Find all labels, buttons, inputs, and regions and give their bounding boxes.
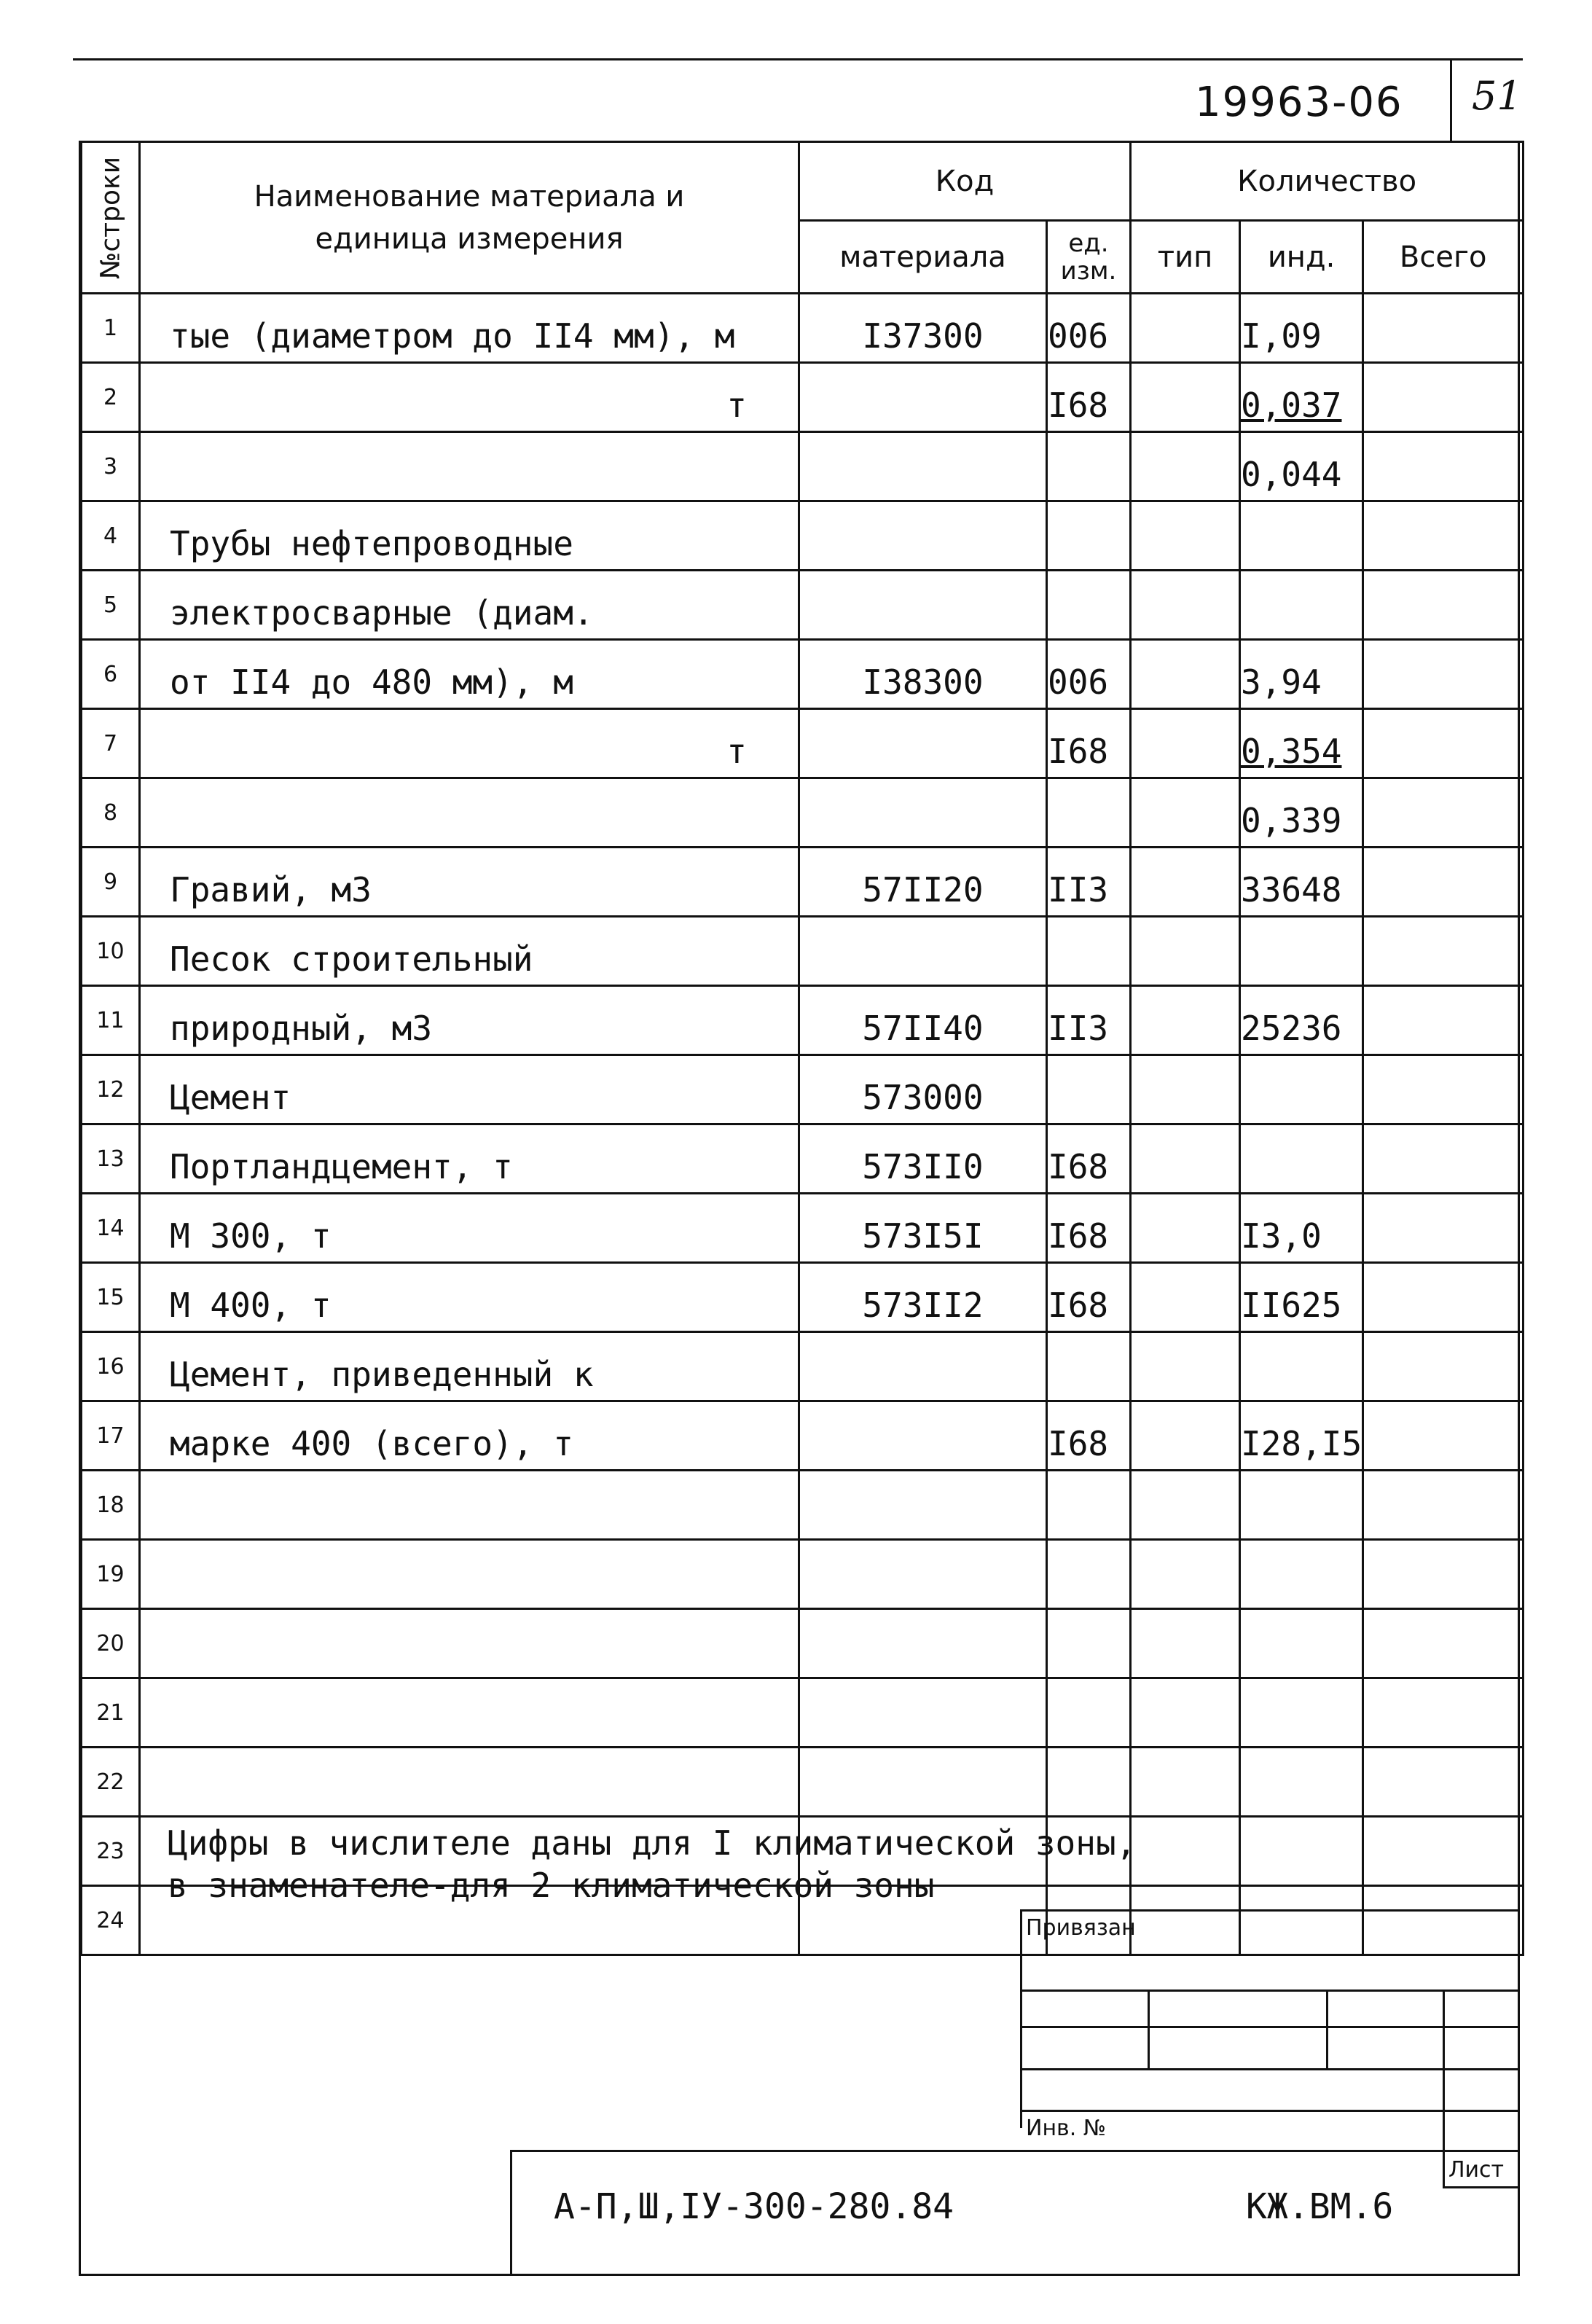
- qty-type: [1131, 294, 1240, 363]
- top-sheet-divider: [1450, 58, 1452, 142]
- stamp-grid-3: [1020, 2068, 1520, 2070]
- qty-ind-value: I,09: [1241, 316, 1322, 356]
- qty-type: [1131, 1678, 1240, 1748]
- table-row: [82, 1055, 1524, 1124]
- unit-code: I68: [1047, 1194, 1131, 1263]
- qty-ind: [1240, 363, 1363, 432]
- material-code: [799, 501, 1047, 571]
- unit-code: 006: [1047, 294, 1131, 363]
- material-code: I37300: [799, 294, 1047, 363]
- qty-ind: [1240, 1194, 1363, 1263]
- qty-ind: [1240, 294, 1363, 363]
- qty-ind: [1240, 1886, 1363, 1955]
- qty-total: [1363, 640, 1524, 709]
- footnote-line-1: Цифры в числителе даны для I климатической зоны,: [168, 1823, 1137, 1863]
- title-sheet-divider: [1443, 2186, 1520, 2188]
- unit-code: II3: [1047, 986, 1131, 1055]
- qty-type: [1131, 1817, 1240, 1886]
- qty-ind: [1240, 1471, 1363, 1540]
- material-code: [799, 1332, 1047, 1401]
- row-number: 16: [82, 1332, 140, 1401]
- header-qty-ind: инд.: [1240, 221, 1363, 294]
- materials-table: [80, 141, 1524, 1956]
- material-name: [140, 778, 799, 848]
- qty-type: [1131, 1332, 1240, 1401]
- qty-type: [1131, 363, 1240, 432]
- material-name: [140, 1748, 799, 1817]
- qty-ind: [1240, 1401, 1363, 1471]
- unit-code: [1047, 1332, 1131, 1401]
- table-row: [82, 1124, 1524, 1194]
- qty-type: [1131, 1401, 1240, 1471]
- sheet-code: КЖ.ВМ.6: [1246, 2186, 1394, 2227]
- table-row: [82, 1401, 1524, 1471]
- footnote-line-2: в знаменателе-для 2 климатической зоны: [168, 1866, 935, 1905]
- material-code: [799, 1609, 1047, 1678]
- header-row-number: №строки: [82, 142, 140, 294]
- material-code: [799, 1678, 1047, 1748]
- qty-total: [1363, 778, 1524, 848]
- qty-type: [1131, 501, 1240, 571]
- qty-type: [1131, 1124, 1240, 1194]
- row-number: 3: [82, 432, 140, 501]
- material-code: I38300: [799, 640, 1047, 709]
- qty-type: [1131, 571, 1240, 640]
- unit-code: I68: [1047, 1401, 1131, 1471]
- material-name: Гравий, м3: [140, 848, 799, 917]
- material-code: 573000: [799, 1055, 1047, 1124]
- material-name: [140, 1678, 799, 1748]
- row-number: 8: [82, 778, 140, 848]
- row-number: 9: [82, 848, 140, 917]
- row-number: 15: [82, 1263, 140, 1332]
- row-number: 20: [82, 1609, 140, 1678]
- material-name: Трубы нефтепроводные: [140, 501, 799, 571]
- material-name: марке 400 (всего), т: [140, 1401, 799, 1471]
- table-row: [82, 363, 1524, 432]
- qty-type: [1131, 709, 1240, 778]
- qty-type: [1131, 1609, 1240, 1678]
- qty-type: [1131, 1055, 1240, 1124]
- qty-total: [1363, 432, 1524, 501]
- material-code: [799, 432, 1047, 501]
- row-number: 13: [82, 1124, 140, 1194]
- qty-total: [1363, 1678, 1524, 1748]
- footnote: [168, 1822, 1136, 1906]
- qty-type: [1131, 1263, 1240, 1332]
- row-number: 4: [82, 501, 140, 571]
- material-code: [799, 363, 1047, 432]
- unit-code: [1047, 1678, 1131, 1748]
- row-number: 23: [82, 1817, 140, 1886]
- unit-code: I68: [1047, 1124, 1131, 1194]
- header-code-unit: ед. изм.: [1047, 221, 1131, 294]
- material-name: т: [140, 363, 799, 432]
- material-name: М 400, т: [140, 1263, 799, 1332]
- qty-ind: [1240, 501, 1363, 571]
- qty-total: [1363, 294, 1524, 363]
- row-number: 11: [82, 986, 140, 1055]
- qty-total: [1363, 1609, 1524, 1678]
- table-row: [82, 1332, 1524, 1401]
- qty-type: [1131, 1540, 1240, 1609]
- material-name: [140, 1609, 799, 1678]
- table-body: [82, 294, 1524, 1955]
- table-row: [82, 1748, 1524, 1817]
- project-code: А-П,Ш,IУ-300-280.84: [554, 2186, 954, 2227]
- qty-total: [1363, 1540, 1524, 1609]
- attached-label: Привязан: [1026, 1915, 1136, 1941]
- table-row: [82, 848, 1524, 917]
- qty-ind-value: 0,339: [1241, 801, 1342, 840]
- unit-code: I68: [1047, 1263, 1131, 1332]
- stamp-col-2: [1326, 1990, 1328, 2070]
- row-number: 22: [82, 1748, 140, 1817]
- qty-ind: [1240, 1748, 1363, 1817]
- material-name: Песок строительный: [140, 917, 799, 986]
- qty-ind: [1240, 986, 1363, 1055]
- unit-code: [1047, 571, 1131, 640]
- header-qty-total: Всего: [1363, 221, 1524, 294]
- qty-total: [1363, 363, 1524, 432]
- unit-code: I68: [1047, 709, 1131, 778]
- table-row: [82, 640, 1524, 709]
- qty-ind-value: I28,I5: [1241, 1424, 1362, 1463]
- header-material-name: Наименование материала и единица измерения: [140, 142, 799, 294]
- qty-type: [1131, 1748, 1240, 1817]
- material-code: [799, 709, 1047, 778]
- material-name: Портландцемент, т: [140, 1124, 799, 1194]
- qty-total: [1363, 501, 1524, 571]
- qty-type: [1131, 986, 1240, 1055]
- row-number: 5: [82, 571, 140, 640]
- stamp-grid-2: [1020, 2026, 1520, 2028]
- qty-ind-value: I3,0: [1241, 1216, 1322, 1256]
- qty-ind: [1240, 1055, 1363, 1124]
- qty-ind: [1240, 848, 1363, 917]
- material-code: [799, 571, 1047, 640]
- stamp-grid-4: [1020, 2110, 1520, 2112]
- qty-total: [1363, 1055, 1524, 1124]
- title-block-left: [510, 2150, 512, 2275]
- table-row: [82, 571, 1524, 640]
- unit-code: [1047, 432, 1131, 501]
- table-row: [82, 432, 1524, 501]
- qty-type: [1131, 848, 1240, 917]
- unit-code: [1047, 501, 1131, 571]
- row-number: 14: [82, 1194, 140, 1263]
- material-name: [140, 1540, 799, 1609]
- row-number: 21: [82, 1678, 140, 1748]
- unit-code: [1047, 778, 1131, 848]
- header-quantity-group: Количество: [1131, 142, 1524, 221]
- material-name: [140, 1471, 799, 1540]
- qty-total: [1363, 1124, 1524, 1194]
- qty-ind: [1240, 1817, 1363, 1886]
- header-code-group: Код: [799, 142, 1131, 221]
- row-number: 24: [82, 1886, 140, 1955]
- qty-ind-value: 0,037: [1241, 386, 1342, 425]
- header-qty-type: тип: [1131, 221, 1240, 294]
- table-row: [82, 986, 1524, 1055]
- qty-ind: [1240, 1263, 1363, 1332]
- unit-code: [1047, 1609, 1131, 1678]
- material-code: 57II20: [799, 848, 1047, 917]
- sheet-number: 51: [1472, 73, 1522, 119]
- qty-ind: [1240, 1332, 1363, 1401]
- qty-total: [1363, 1886, 1524, 1955]
- material-name: М 300, т: [140, 1194, 799, 1263]
- stamp-left: [1020, 1909, 1022, 2128]
- material-name: Цемент, приведенный к: [140, 1332, 799, 1401]
- qty-type: [1131, 432, 1240, 501]
- qty-type: [1131, 1886, 1240, 1955]
- material-name: т: [140, 709, 799, 778]
- row-number: 17: [82, 1401, 140, 1471]
- stamp-col-3: [1443, 1990, 1445, 2186]
- qty-ind: [1240, 571, 1363, 640]
- qty-type: [1131, 640, 1240, 709]
- qty-ind: [1240, 778, 1363, 848]
- stamp-col-1: [1148, 1990, 1150, 2070]
- qty-ind: [1240, 432, 1363, 501]
- qty-ind-value: 0,354: [1241, 732, 1342, 771]
- material-code: [799, 1401, 1047, 1471]
- material-name: [140, 432, 799, 501]
- row-number: 1: [82, 294, 140, 363]
- material-name: от II4 до 480 мм), м: [140, 640, 799, 709]
- table-row: [82, 294, 1524, 363]
- qty-type: [1131, 1471, 1240, 1540]
- material-code: 573I5I: [799, 1194, 1047, 1263]
- qty-type: [1131, 778, 1240, 848]
- table-row: [82, 1609, 1524, 1678]
- sheet-label: Лист: [1448, 2157, 1505, 2183]
- row-number: 10: [82, 917, 140, 986]
- qty-ind: [1240, 640, 1363, 709]
- qty-ind: [1240, 709, 1363, 778]
- material-code: 573II0: [799, 1124, 1047, 1194]
- material-name: тые (диаметром до II4 мм), м: [140, 294, 799, 363]
- table-row: [82, 917, 1524, 986]
- document-number: 19963-06: [1195, 79, 1403, 126]
- table-row: [82, 1540, 1524, 1609]
- table-row: [82, 778, 1524, 848]
- material-code: [799, 1748, 1047, 1817]
- qty-ind-value: 25236: [1241, 1009, 1342, 1048]
- qty-total: [1363, 917, 1524, 986]
- table-row: [82, 1194, 1524, 1263]
- qty-total: [1363, 1471, 1524, 1540]
- qty-ind: [1240, 1678, 1363, 1748]
- qty-ind-value: II625: [1241, 1286, 1342, 1325]
- qty-ind-value: 33648: [1241, 870, 1342, 909]
- material-name: природный, м3: [140, 986, 799, 1055]
- material-code: [799, 1540, 1047, 1609]
- unit-code: [1047, 1471, 1131, 1540]
- material-name: Цемент: [140, 1055, 799, 1124]
- material-code: [799, 1471, 1047, 1540]
- row-number: 18: [82, 1471, 140, 1540]
- stamp-top: [1020, 1909, 1520, 1912]
- qty-total: [1363, 848, 1524, 917]
- inventory-label: Инв. №: [1026, 2116, 1107, 2141]
- unit-code: 006: [1047, 640, 1131, 709]
- material-code: [799, 778, 1047, 848]
- stamp-grid-1: [1020, 1990, 1520, 1992]
- qty-ind: [1240, 1124, 1363, 1194]
- row-number: 6: [82, 640, 140, 709]
- unit-code: [1047, 1540, 1131, 1609]
- material-name: электросварные (диам.: [140, 571, 799, 640]
- qty-ind-value: 0,044: [1241, 455, 1342, 494]
- header-code-material: материала: [799, 221, 1047, 294]
- unit-code: I68: [1047, 363, 1131, 432]
- material-code: 57II40: [799, 986, 1047, 1055]
- row-number: 7: [82, 709, 140, 778]
- table-row: [82, 709, 1524, 778]
- row-number: 2: [82, 363, 140, 432]
- unit-code: [1047, 1055, 1131, 1124]
- unit-code: [1047, 917, 1131, 986]
- qty-total: [1363, 1817, 1524, 1886]
- qty-total: [1363, 1194, 1524, 1263]
- qty-ind-value: 3,94: [1241, 662, 1322, 702]
- row-number: 12: [82, 1055, 140, 1124]
- qty-ind: [1240, 917, 1363, 986]
- material-code: 573II2: [799, 1263, 1047, 1332]
- qty-total: [1363, 1332, 1524, 1401]
- row-number: 19: [82, 1540, 140, 1609]
- qty-type: [1131, 917, 1240, 986]
- qty-total: [1363, 709, 1524, 778]
- material-code: [799, 917, 1047, 986]
- qty-total: [1363, 986, 1524, 1055]
- table-row: [82, 501, 1524, 571]
- frame-bottom: [79, 2274, 1520, 2276]
- qty-total: [1363, 1401, 1524, 1471]
- top-rule: [73, 58, 1523, 60]
- qty-total: [1363, 571, 1524, 640]
- qty-total: [1363, 1748, 1524, 1817]
- qty-ind: [1240, 1540, 1363, 1609]
- unit-code: II3: [1047, 848, 1131, 917]
- table-row: [82, 1471, 1524, 1540]
- qty-type: [1131, 1194, 1240, 1263]
- title-block-top: [510, 2150, 1520, 2152]
- qty-total: [1363, 1263, 1524, 1332]
- unit-code: [1047, 1748, 1131, 1817]
- qty-ind: [1240, 1609, 1363, 1678]
- table-row: [82, 1263, 1524, 1332]
- table-row: [82, 1678, 1524, 1748]
